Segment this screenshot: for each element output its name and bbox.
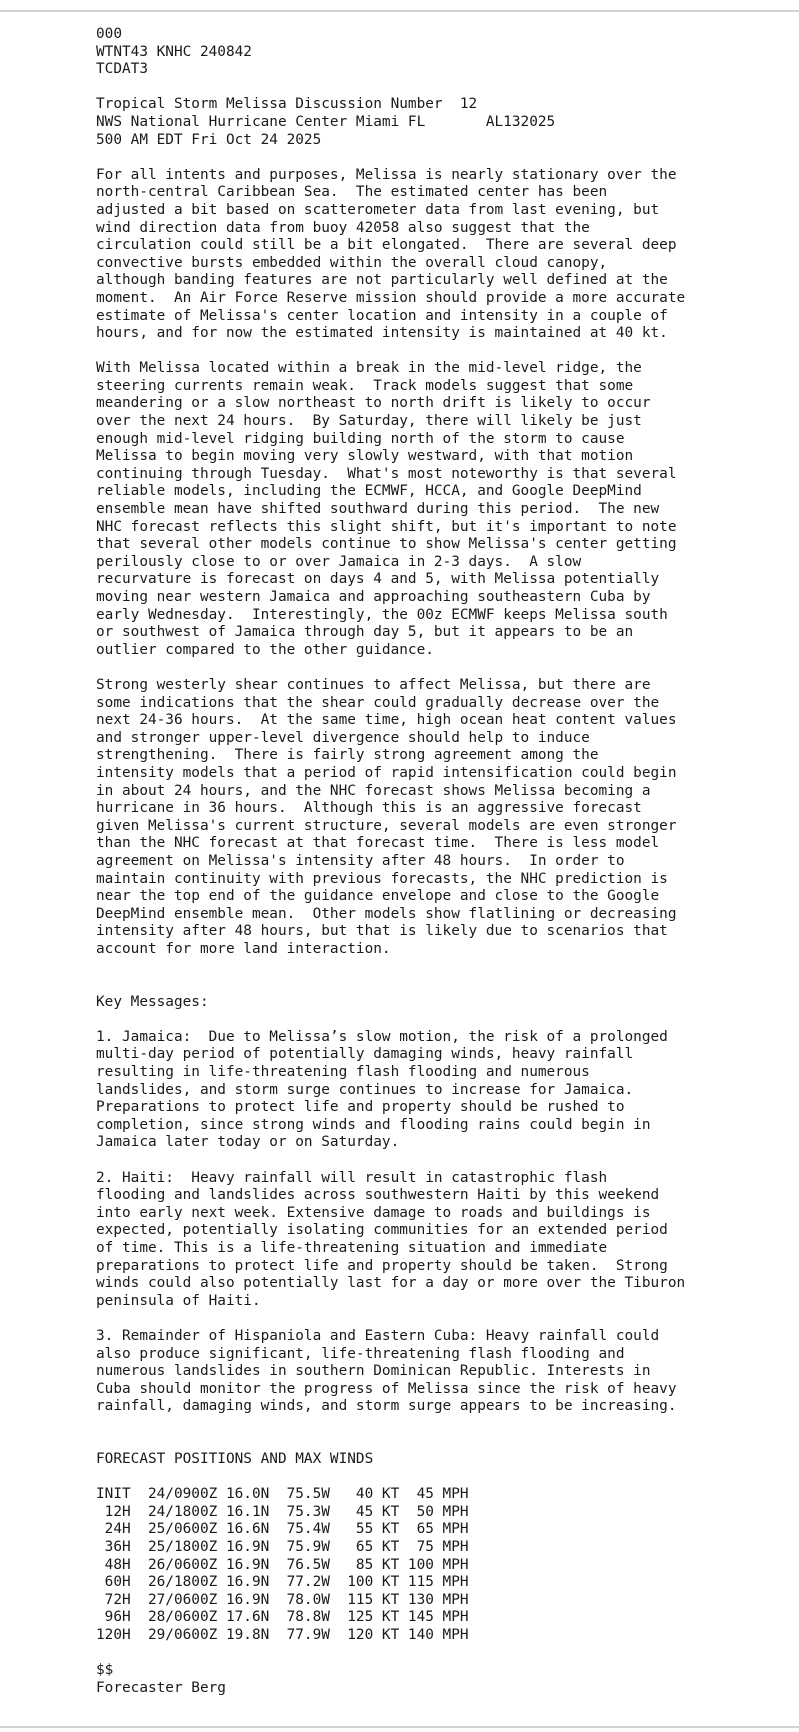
text-line: early Wednesday. Interestingly, the 00z ECMWF keeps Melissa south	[96, 606, 668, 623]
text-line: some indications that the shear could gradually decrease over the	[96, 694, 660, 711]
blank-line	[96, 958, 796, 976]
key-message-2	[96, 1170, 796, 1311]
forecast-heading: FORECAST POSITIONS AND MAX WINDS	[96, 1451, 374, 1468]
text-line: next 24-36 hours. At the same time, high ocean heat content values	[96, 712, 677, 729]
text-line: enough mid-level ridging building north of the storm to cause	[96, 430, 625, 447]
forecaster-signature: Forecaster Berg	[96, 1679, 226, 1696]
title-block	[96, 96, 796, 149]
text-line: perilously close to or over Jamaica in 2-3 days. A slow	[96, 553, 582, 570]
text-line: near the top end of the guidance envelope and close to the Google	[96, 888, 660, 905]
text-line: multi-day period of potentially damaging winds, heavy rainfall	[96, 1046, 634, 1063]
text-line: Preparations to protect life and property should be rushed to	[96, 1099, 625, 1116]
text-line: reliable models, including the ECMWF, HCCA, and Google DeepMind	[96, 483, 642, 500]
wmo-header: WTNT43 KNHC 240842	[96, 43, 252, 60]
text-line: expected, potentially isolating communities for an extended period	[96, 1222, 668, 1239]
product-title: Tropical Storm Melissa Discussion Number 12	[96, 96, 478, 113]
text-line: given Melissa's current structure, several models are even stronger	[96, 817, 677, 834]
discussion-paragraph-3	[96, 677, 796, 959]
blank-line	[96, 1416, 796, 1434]
blank-line	[96, 149, 796, 167]
text-line: meandering or a slow northeast to north drift is likely to occur	[96, 395, 651, 412]
text-line: north-central Caribbean Sea. The estimated center has been	[96, 184, 608, 201]
text-line: into early next week. Extensive damage to roads and buildings is	[96, 1204, 651, 1221]
text-line: wind direction data from buoy 42058 also suggest that the	[96, 219, 590, 236]
forecast-row: 24H 25/0600Z 16.6N 75.4W 55 KT 65 MPH	[96, 1521, 469, 1538]
forecast-row: 120H 29/0600Z 19.8N 77.9W 120 KT 140 MPH	[96, 1627, 469, 1644]
key-message-1	[96, 1029, 796, 1152]
text-line: ensemble mean have shifted southward during this period. The new	[96, 501, 660, 518]
issue-time: 500 AM EDT Fri Oct 24 2025	[96, 131, 322, 148]
blank-line	[96, 1310, 796, 1328]
text-line: DeepMind ensemble mean. Other models show flatlining or decreasing	[96, 905, 677, 922]
text-line: Cuba should monitor the progress of Melissa since the risk of heavy	[96, 1380, 677, 1397]
key-messages-heading: Key Messages:	[96, 993, 209, 1010]
text-line: hurricane in 36 hours. Although this is an aggressive forecast	[96, 800, 642, 817]
blank-line	[96, 79, 796, 97]
product-header	[96, 26, 796, 79]
text-line: than the NHC forecast at that forecast time. There is less model	[96, 835, 660, 852]
text-line: completion, since strong winds and flooding rains could begin in	[96, 1116, 651, 1133]
text-line: over the next 24 hours. By Saturday, there will likely be just	[96, 413, 642, 430]
text-line: of time. This is a life-threatening situation and immediate	[96, 1239, 608, 1256]
text-line: With Melissa located within a break in the mid-level ridge, the	[96, 360, 642, 377]
text-line: landslides, and storm surge continues to increase for Jamaica.	[96, 1081, 634, 1098]
text-line: hours, and for now the estimated intensity is maintained at 40 kt.	[96, 325, 668, 342]
blank-line	[96, 1011, 796, 1029]
blank-line	[96, 1469, 796, 1487]
text-line: NHC forecast reflects this slight shift, but it's important to note	[96, 518, 677, 535]
forecast-row: 60H 26/1800Z 16.9N 77.2W 100 KT 115 MPH	[96, 1574, 469, 1591]
text-line: resulting in life-threatening flash flooding and numerous	[96, 1064, 590, 1081]
forecast-table	[96, 1486, 796, 1644]
awips-id: 000	[96, 26, 122, 42]
text-line: rainfall, damaging winds, and storm surge appears to be increasing.	[96, 1398, 677, 1415]
text-line: convective bursts embedded within the overall cloud canopy,	[96, 254, 608, 271]
product-terminator: $$	[96, 1662, 114, 1679]
text-line: also produce significant, life-threatening flash flooding and	[96, 1345, 625, 1362]
text-line: 2. Haiti: Heavy rainfall will result in catastrophic flash	[96, 1169, 608, 1186]
text-line: moment. An Air Force Reserve mission should provide a more accurate	[96, 289, 686, 306]
text-line: that several other models continue to show Melissa's center getting	[96, 536, 677, 553]
text-line: Strong westerly shear continues to affect Melissa, but there are	[96, 676, 651, 693]
text-line: winds could also potentially last for a day or more over the Tiburon	[96, 1275, 686, 1292]
discussion-paragraph-2	[96, 360, 796, 659]
text-line: Melissa to begin moving very slowly westward, with that motion	[96, 448, 634, 465]
text-line: and stronger upper-level divergence should help to induce	[96, 729, 590, 746]
text-line: continuing through Tuesday. What's most noteworthy is that several	[96, 465, 677, 482]
text-line: numerous landslides in southern Dominican Republic. Interests in	[96, 1363, 651, 1380]
text-line: intensity after 48 hours, but that is likely due to scenarios that	[96, 923, 668, 940]
text-line: or southwest of Jamaica through day 5, but it appears to be an	[96, 624, 634, 641]
text-line: adjusted a bit based on scatterometer data from last evening, but	[96, 201, 660, 218]
text-line: moving near western Jamaica and approaching southeastern Cuba by	[96, 589, 651, 605]
text-line: estimate of Melissa's center location and intensity in a couple of	[96, 307, 668, 324]
text-line: circulation could still be a bit elongated. There are several deep	[96, 237, 677, 254]
top-divider	[0, 10, 799, 12]
text-line: For all intents and purposes, Melissa is nearly stationary over the	[96, 166, 677, 183]
text-line: outlier compared to the other guidance.	[96, 641, 434, 658]
bottom-divider	[0, 1726, 799, 1728]
forecast-row: 48H 26/0600Z 16.9N 76.5W 85 KT 100 MPH	[96, 1556, 469, 1573]
blank-line	[96, 659, 796, 677]
text-line: 3. Remainder of Hispaniola and Eastern Cuba: Heavy rainfall could	[96, 1327, 660, 1344]
text-line: agreement on Melissa's intensity after 48 hours. In order to	[96, 852, 625, 869]
text-line: although banding features are not particularly well defined at the	[96, 272, 668, 289]
text-line: in about 24 hours, and the NHC forecast shows Melissa becoming a	[96, 782, 651, 799]
text-line: peninsula of Haiti.	[96, 1292, 261, 1309]
text-line: Jamaica later today or on Saturday.	[96, 1134, 400, 1151]
text-line: strengthening. There is fairly strong agreement among the	[96, 747, 599, 764]
forecast-row: INIT 24/0900Z 16.0N 75.5W 40 KT 45 MPH	[96, 1486, 469, 1503]
blank-line	[96, 1152, 796, 1170]
text-line: steering currents remain weak. Track models suggest that some	[96, 377, 634, 394]
text-line: recurvature is forecast on days 4 and 5, with Melissa potentially	[96, 571, 660, 588]
discussion-paragraph-1	[96, 167, 796, 343]
forecast-row: 96H 28/0600Z 17.6N 78.8W 125 KT 145 MPH	[96, 1609, 469, 1626]
issuing-office: NWS National Hurricane Center Miami FL AL132025	[96, 113, 556, 130]
blank-line	[96, 1645, 796, 1663]
forecast-row: 12H 24/1800Z 16.1N 75.3W 45 KT 50 MPH	[96, 1503, 469, 1520]
blank-line	[96, 976, 796, 994]
text-line: maintain continuity with previous forecasts, the NHC prediction is	[96, 870, 668, 887]
text-line: account for more land interaction.	[96, 940, 391, 957]
blank-line	[96, 1434, 796, 1452]
text-line: preparations to protect life and property should be taken. Strong	[96, 1257, 668, 1274]
discussion-document	[96, 26, 796, 1697]
text-line: flooding and landslides across southwestern Haiti by this weekend	[96, 1187, 660, 1204]
product-code: TCDAT3	[96, 61, 148, 78]
key-message-3	[96, 1328, 796, 1416]
blank-line	[96, 343, 796, 361]
forecast-row: 36H 25/1800Z 16.9N 75.9W 65 KT 75 MPH	[96, 1539, 469, 1556]
text-line: intensity models that a period of rapid intensification could begin	[96, 764, 677, 781]
forecast-row: 72H 27/0600Z 16.9N 78.0W 115 KT 130 MPH	[96, 1591, 469, 1608]
text-line: 1. Jamaica: Due to Melissa’s slow motion, the risk of a prolonged	[96, 1028, 668, 1045]
